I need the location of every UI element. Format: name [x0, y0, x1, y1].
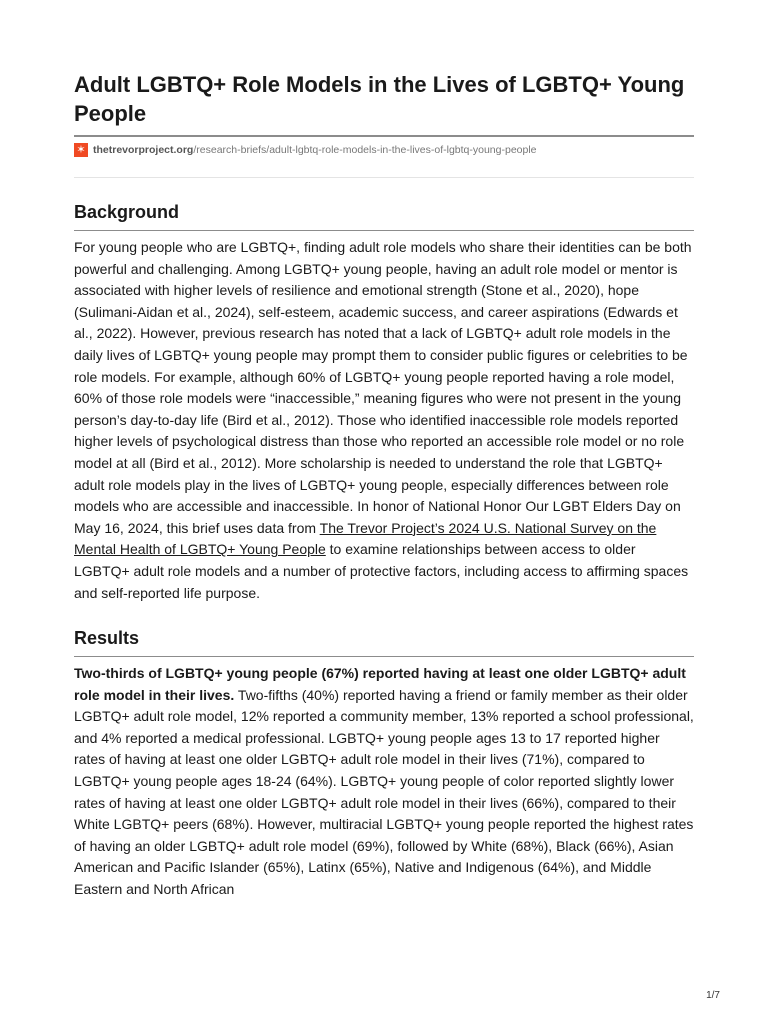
- page-title: Adult LGBTQ+ Role Models in the Lives of LGBTQ+ Young People: [74, 72, 685, 126]
- background-text-end: to examine relationships between access to older LGBTQ+ adult role models and a number of protective factors, including access to affirming spaces and self-reported life purpose.: [74, 541, 689, 601]
- results-paragraph: [74, 663, 694, 901]
- page-number: 1/7: [706, 990, 720, 1001]
- source-link[interactable]: [74, 142, 694, 158]
- background-paragraph: [74, 237, 694, 604]
- results-text: Two-fifths (40%) reported having a friend or family member as their older LGBTQ+ adult role model, 12% reported a community member, 13% reported a school professional, and 4% reported a medical professional. LGBTQ+ young people ages 13 to 17 reported higher rates of having at least one older LGBTQ+ adult role model in their lives (71%), compared to LGBTQ+ young people ages 18-24 (64%). LGBTQ+ young people of color reported slightly lower rates of having at least one older LGBTQ+ adult role model in their lives (66%), compared to their White LGBTQ+ peers (68%). However, multiracial LGBTQ+ young people reported the highest rates of having an older LGBTQ+ adult role model (69%), followed by White (68%), Black (66%), Asian American and Pacific Islander (65%), Latinx (65%), Native and Indigenous (64%), and Middle Eastern and North African: [74, 686, 694, 898]
- national-survey-link[interactable]: The Trevor Project’s 2024 U.S. National Survey on the Mental Health of LGBTQ+ Young People: [74, 519, 657, 558]
- background-divider: [74, 230, 694, 231]
- background-heading: Background: [74, 202, 180, 222]
- results-divider: [74, 656, 694, 657]
- results-bold-lead: Two-thirds of LGBTQ+ young people (67%) reported having at least one older LGBTQ+ adult role model in their lives.: [74, 665, 686, 703]
- source-domain: thetrevorproject.org: [93, 144, 194, 156]
- results-heading: Results: [74, 628, 140, 649]
- star-icon: ✶: [74, 143, 88, 157]
- source-divider: [74, 177, 694, 178]
- source-path: /research-briefs/adult-lgbtq-role-models-in-the-lives-of-lgbtq-young-people: [193, 144, 537, 156]
- background-text-start: For young people who are LGBTQ+, finding adult role models who share their identities can be both powerful and challenging. Among LGBTQ+ young people, having an adult role model or mentor is associated with higher levels of resilience and emotional strength (Stone et al., 2020), hope (Sulimani-Aidan et al., 2024), self-esteem, academic success, and career aspirations (Edwards et al., 2022). However, previous research has noted that a lack of LGBTQ+ adult role models in the daily lives of LGBTQ+ young people may prompt them to consider public figures or celebrities to be role models. For example, although 60% of LGBTQ+ young people reported having a role model, 60% of those role models were “inaccessible,” meaning figures who were not present in the young person’s day-to-day life (Bird et al., 2012). Those who identified inaccessible role models reported higher levels of psychological distress than those who reported an accessible role model or no role model at all (Bird et al., 2012). More scholarship is needed to understand the role that LGBTQ+ adult role models play in the lives of LGBTQ+ young people, especially differences between role models who are accessible and inaccessible. In honor of National Honor Our LGBT Elders Day on May 16, 2024, this brief uses data from: [74, 239, 692, 536]
- title-divider: [74, 135, 694, 137]
- document-page: [74, 70, 694, 901]
